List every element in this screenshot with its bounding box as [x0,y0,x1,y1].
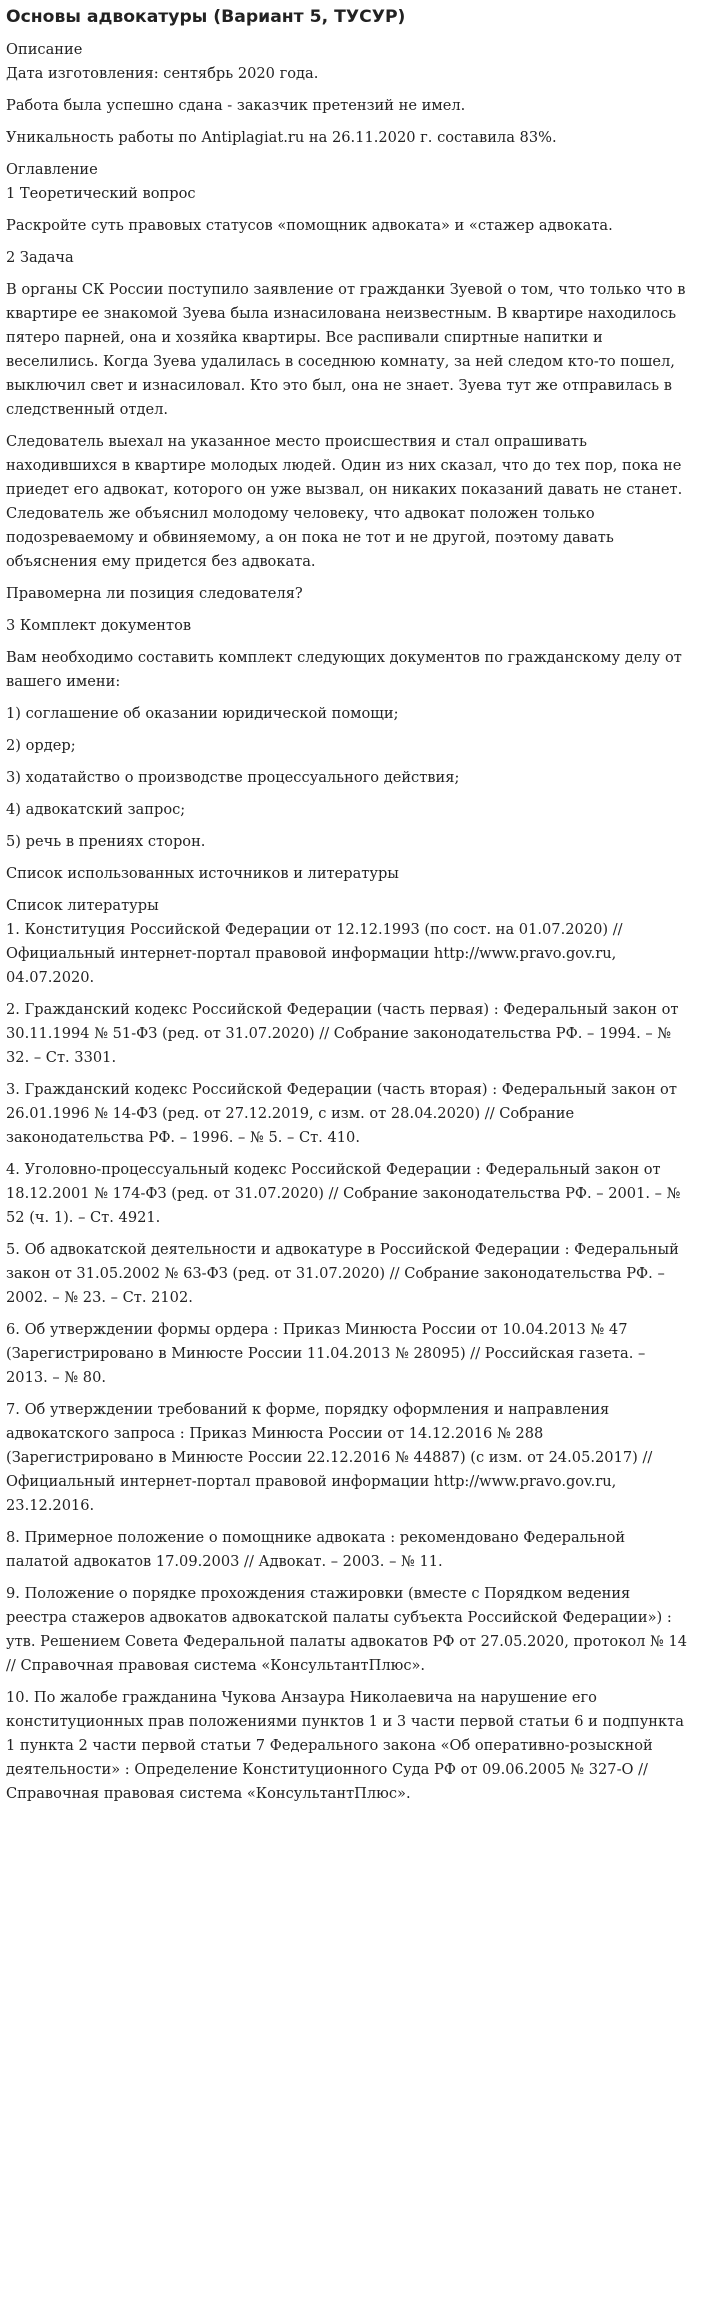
page-title: Основы адвокатуры (Вариант 5, ТУСУР) [6,7,406,27]
references-list [6,918,691,1806]
task-paragraph: Следователь выехал на указанное место происшествия и стал опрашивать находившихся в квартире молодых людей. Один из них сказал, что до тех пор, пока не приедет его адвокат, которого он уже вызвал, он никаких показаний давать не станет. Следователь же объяснил молодому человеку, что адвокат положен только подозреваемому и обвиняемому, а он пока не тот и не другой, поэтому давать объяснения ему придется без адвоката. [6,433,683,570]
reference-item: 3. Гражданский кодекс Российской Федерации (часть вторая) : Федеральный закон от 26.01.1996 № 14-ФЗ (ред. от 27.12.2019, с изм. от 28.04.2020) // Собрание законодательства РФ. – 1996. – № 5. – Ст. 410. [6,1081,677,1146]
reference-item: 4. Уголовно-процессуальный кодекс Российской Федерации : Федеральный закон от 18.12.2001 № 174-ФЗ (ред. от 31.07.2020) // Собрание законодательства РФ. – 2001. – № 52 (ч. 1). – Ст. 4921. [6,1161,681,1226]
references-section [6,894,691,1806]
reference-item: 7. Об утверждении требований к форме, порядку оформления и направления адвокатского запроса : Приказ Минюста России от 14.12.2016 № 288 (Зарегистрировано в Минюсте России 22.12.2016 № 44887) (с изм. от 24.05.2017) // Официальный интернет-портал правовой информации http://www.pravo.gov.ru, 23.12.2016. [6,1401,653,1514]
reference-item: 8. Примерное положение о помощнике адвоката : рекомендовано Федеральной палатой адвокатов 17.09.2003 // Адвокат. – 2003. – № 11. [6,1529,626,1570]
reference-item: 9. Положение о порядке прохождения стажировки (вместе с Порядком ведения реестра стажеров адвокатов адвокатской палаты субъекта Российской Федерации») : утв. Решением Совета Федеральной палаты адвокатов РФ от 27.05.2020, протокол № 14 // Справочная правовая система «КонсультантПлюс». [6,1585,688,1674]
toc-section [6,158,691,886]
document-list-item: 3) ходатайство о производстве процессуального действия; [6,769,460,786]
task-paragraph: В органы СК России поступило заявление от гражданки Зуевой о том, что только что в квартире ее знакомой Зуева была изнасилована неизвестным. В квартире находилось пятеро парней, она и хозяйка квартиры. Все распивали спиртные напитки и веселились. Когда Зуева удалилась в соседнюю комнату, за ней следом кто-то пошел, выключил свет и изнасиловал. Кто это был, она не знает. Зуева тут же отправилась в следственный отдел. [6,281,686,418]
document-list-item: 4) адвокатский запрос; [6,801,186,818]
document-list-item: 2) ордер; [6,737,76,754]
toc-heading: Оглавление [6,161,98,178]
production-date: Дата изготовления: сентябрь 2020 года. [6,65,319,82]
section-3-intro: Вам необходимо составить комплект следующих документов по гражданскому делу от вашего имени: [6,649,682,690]
reference-item: 5. Об адвокатской деятельности и адвокатуре в Российской Федерации : Федеральный закон от 31.05.2002 № 63-ФЗ (ред. от 31.07.2020) // Собрание законодательства РФ. – 2002. – № 23. – Ст. 2102. [6,1241,679,1306]
reference-item: 2. Гражданский кодекс Российской Федерации (часть первая) : Федеральный закон от 30.11.1994 № 51-ФЗ (ред. от 31.07.2020) // Собрание законодательства РФ. – 1994. – № 32. – Ст. 3301. [6,1001,679,1066]
document-list-item: 5) речь в прениях сторон. [6,833,206,850]
task-question: Правомерна ли позиция следователя? [6,585,303,602]
section-2-title: 2 Задача [6,249,74,266]
section-3-title: 3 Комплект документов [6,617,192,634]
reference-item: 1. Конституция Российской Федерации от 12.12.1993 (по сост. на 01.07.2020) // Официальный интернет-портал правовой информации http://www.pravo.gov.ru, 04.07.2020. [6,921,623,986]
submission-status: Работа была успешно сдана - заказчик претензий не имел. [6,97,466,114]
section-1-text: Раскройте суть правовых статусов «помощник адвоката» и «стажер адвоката. [6,217,613,234]
reference-item: 6. Об утверждении формы ордера : Приказ Минюста России от 10.04.2013 № 47 (Зарегистрировано в Минюсте России 11.04.2013 № 28095) // Российская газета. – 2013. – № 80. [6,1321,646,1386]
section-1-title: 1 Теоретический вопрос [6,185,196,202]
sources-title: Список использованных источников и литературы [6,865,399,882]
references-heading: Список литературы [6,897,159,914]
reference-item: 10. По жалобе гражданина Чукова Анзаура Николаевича на нарушение его конституционных прав положениями пунктов 1 и 3 части первой статьи 6 и подпункта 1 пункта 2 части первой статьи 7 Федерального закона «Об оперативно-розыскной деятельности» : Определение Конституционного Суда РФ от 09.06.2005 № 327-О // Справочная правовая система «КонсультантПлюс». [6,1689,684,1802]
document-list-item: 1) соглашение об оказании юридической помощи; [6,705,399,722]
description-section [6,38,691,150]
uniqueness-note: Уникальность работы по Antiplagiat.ru на 26.11.2020 г. составила 83%. [6,129,557,146]
description-heading: Описание [6,41,83,58]
